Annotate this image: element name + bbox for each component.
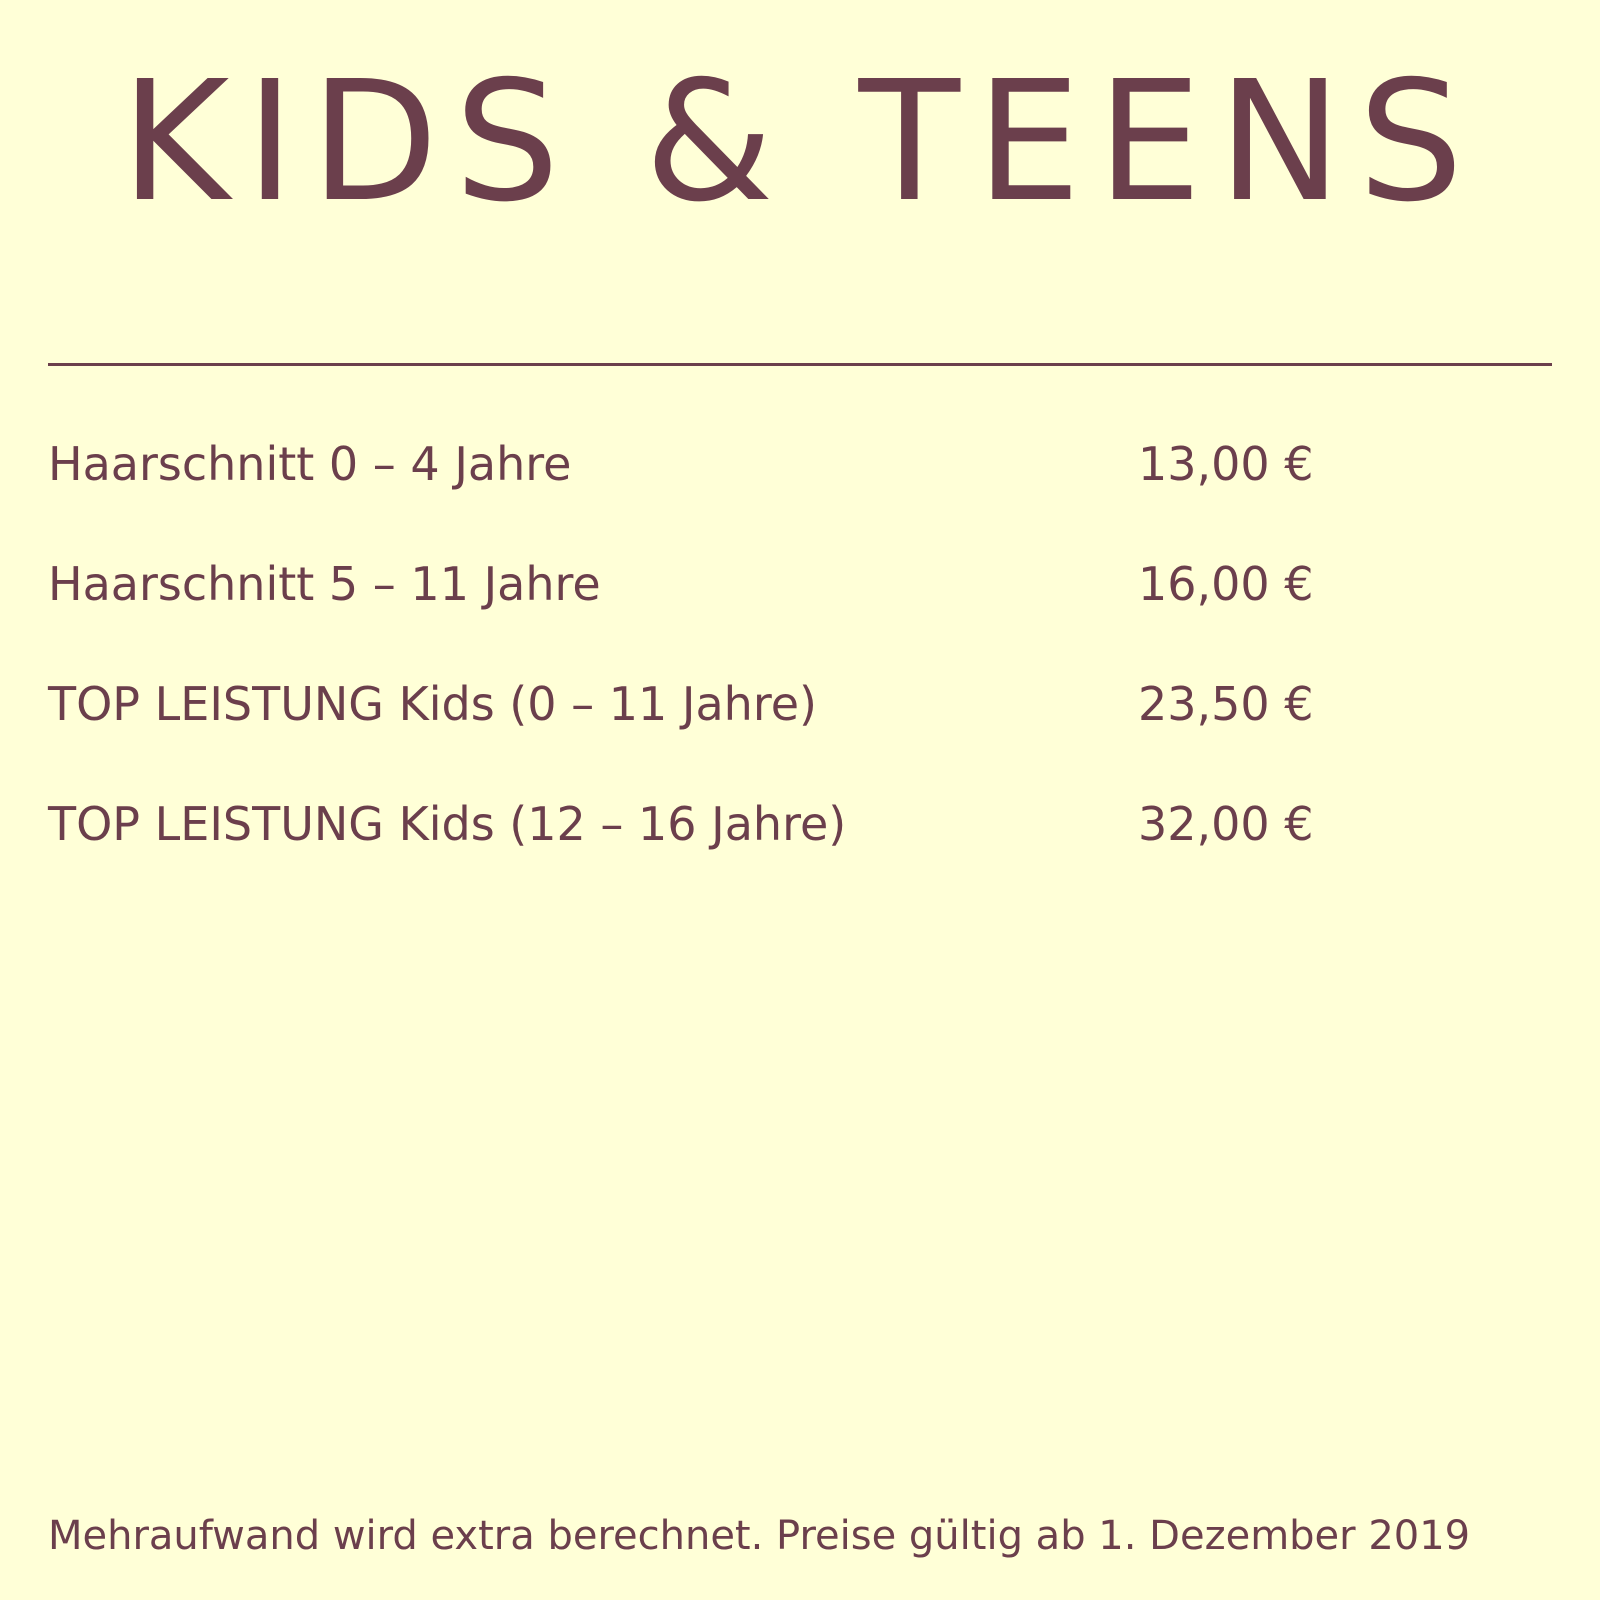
footer-note: Mehraufwand wird extra berechnet. Preise gültig ab 1. Dezember 2019 [48, 1513, 1471, 1559]
list-item [48, 438, 1552, 558]
item-price: 13,00 € [1138, 437, 1314, 491]
item-name: Haarschnitt 5 – 11 Jahre [48, 557, 601, 611]
item-name: TOP LEISTUNG Kids (0 – 11 Jahre) [48, 677, 817, 731]
list-item [48, 678, 1552, 798]
list-item [48, 798, 1552, 918]
item-price: 23,50 € [1138, 677, 1314, 731]
page-title: KIDS & TEENS [120, 46, 1480, 239]
list-item [48, 558, 1552, 678]
divider [48, 363, 1552, 366]
item-name: TOP LEISTUNG Kids (12 – 16 Jahre) [48, 797, 847, 851]
item-name: Haarschnitt 0 – 4 Jahre [48, 437, 572, 491]
price-list [48, 438, 1552, 918]
item-price: 16,00 € [1138, 557, 1314, 611]
item-price: 32,00 € [1138, 797, 1314, 851]
